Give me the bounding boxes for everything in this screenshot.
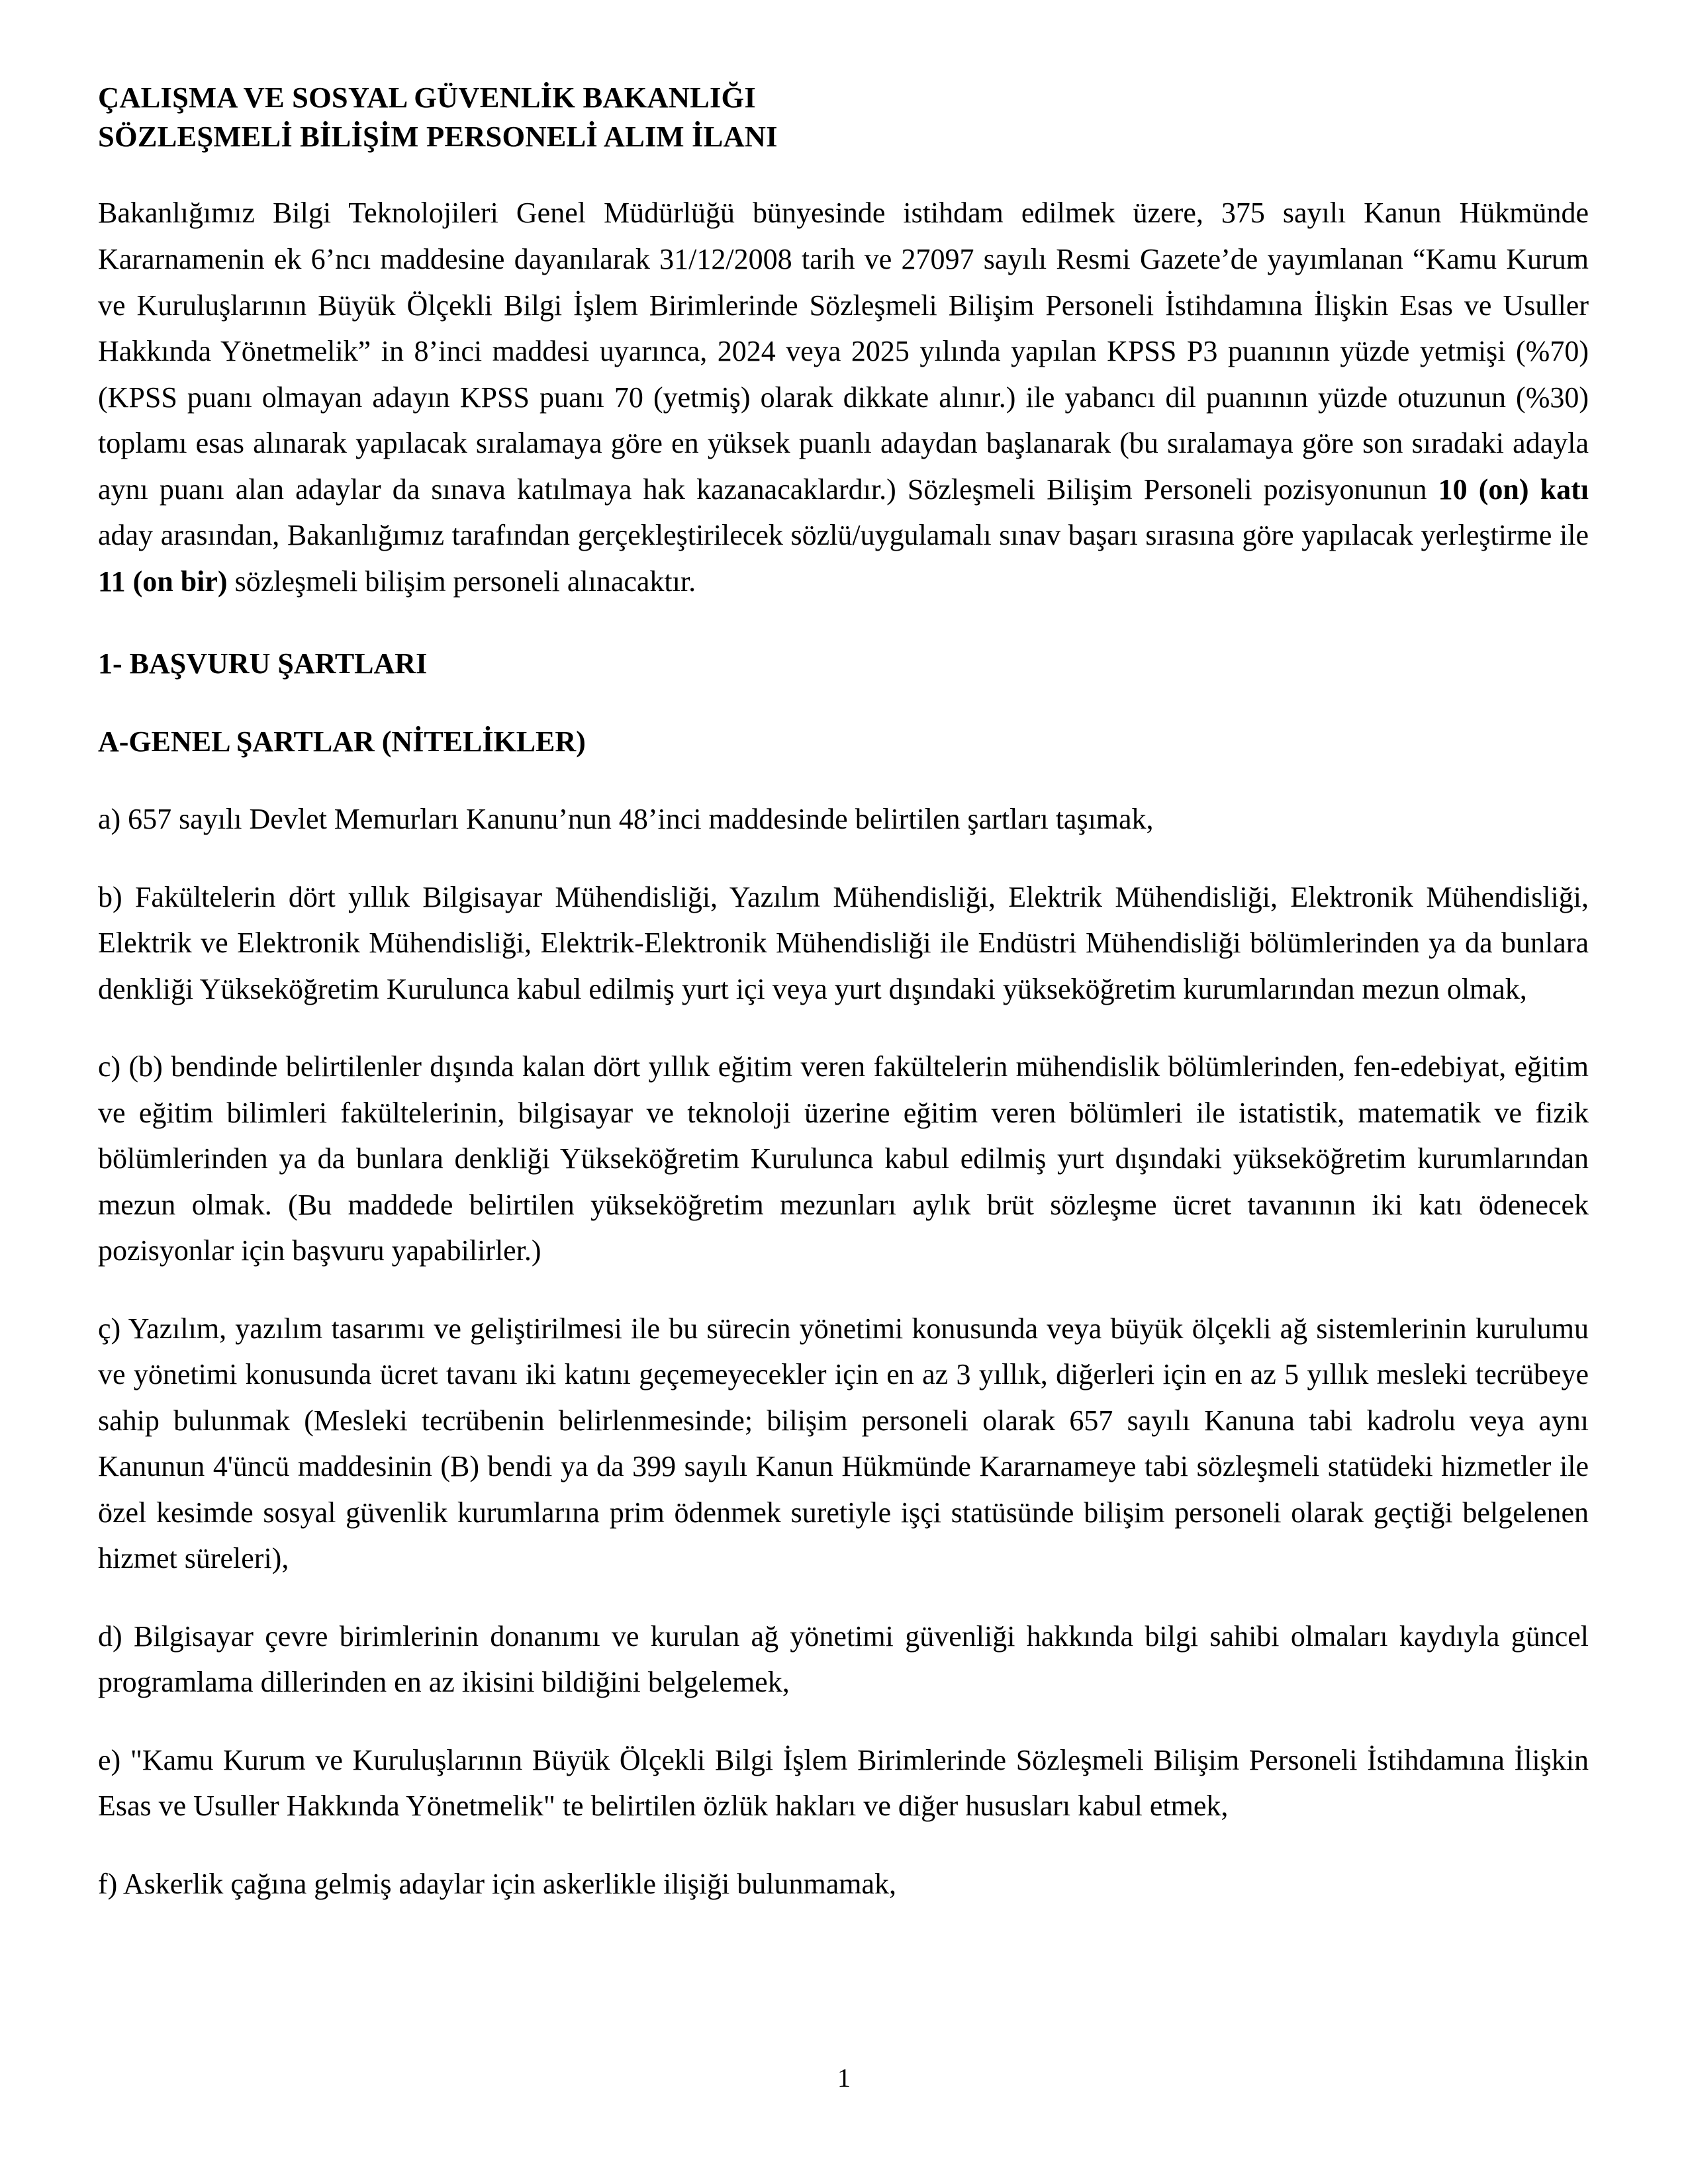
intro-paragraph <box>98 190 1589 604</box>
spacer <box>98 1829 1589 1861</box>
list-item-c: c) (b) bendinde belirtilenler dışında kalan dört yıllık eğitim veren fakültelerin mühendislik bölümlerinden, fen-edebiyat, eğitim ve eğitim bilimleri fakültelerinin, bilgisayar ve teknoloji üzerine eğitim veren bölümleri ile istatistik, matematik ve fizik bölümlerinden ya da bunlara denkliği Yükseköğretim Kurulunca kabul edilmiş yurt dışındaki yükseköğretim kurumlarından mezun olmak. (Bu maddede belirtilen yükseköğretim mezunları aylık brüt sözleşme ücret tavanının iki katı ödenecek pozisyonlar için başvuru yapabilirler.) <box>98 1050 1589 1267</box>
section-heading-basvuru-sartlari: 1- BAŞVURU ŞARTLARI <box>98 647 428 680</box>
title-line-2: SÖZLEŞMELİ BİLİŞİM PERSONELİ ALIM İLANI <box>98 119 778 153</box>
title-line-1: ÇALIŞMA VE SOSYAL GÜVENLİK BAKANLIĞI <box>98 81 756 114</box>
spacer <box>98 1706 1589 1737</box>
intro-part-3: sözleşmeli bilişim personeli alınacaktır. <box>227 565 696 598</box>
intro-part-2: aday arasından, Bakanlığımız tarafından gerçekleştirilecek sözlü/uygulamalı sınav başarı sırasına göre yapılacak yerleştirme ile <box>98 519 1589 552</box>
spacer <box>98 1582 1589 1614</box>
list-item-a: a) 657 sayılı Devlet Memurları Kanunu’nun 48’inci maddesinde belirtilen şartları taşımak, <box>98 803 1154 836</box>
list-item-e: e) "Kamu Kurum ve Kuruluşlarının Büyük Ölçekli Bilgi İşlem Birimlerinde Sözleşmeli Bilişim Personeli İstihdamına İlişkin Esas ve Usuller Hakkında Yönetmelik" te belirtilen özlük hakları ve diğer hususları kabul etmek, <box>98 1743 1589 1823</box>
document-body <box>98 78 1589 1907</box>
spacer <box>98 1012 1589 1044</box>
document-title <box>98 78 1589 156</box>
list-item-b: b) Fakültelerin dört yıllık Bilgisayar Mühendisliği, Yazılım Mühendisliği, Elektrik Mühendisliği, Elektronik Mühendisliği, Elektrik ve Elektronik Mühendisliği, Elektrik-Elektronik Mühendisliği ile Endüstri Mühendisliği bölümlerinden ya da bunlara denkliği Yükseköğretim Kurulunca kabul edilmiş yurt içi veya yurt dışındaki yükseköğretim kurumlarından mezun olmak, <box>98 880 1589 1005</box>
spacer <box>98 764 1589 796</box>
page-number: 1 <box>837 2063 851 2093</box>
spacer <box>98 687 1589 719</box>
list-item-c-cedilla: ç) Yazılım, yazılım tasarımı ve geliştirilmesi ile bu sürecin yönetimi konusunda veya büyük ölçekli ağ sistemlerinin kurulumu ve yönetimi konusunda ücret tavanı iki katını geçemeyecekler için en az 3 yıllık, diğerleri için en az 5 yıllık mesleki tecrübeye sahip bulunmak (Mesleki tecrübenin belirlenmesinde; bilişim personeli olarak 657 sayılı Kanuna tabi kadrolu veya aynı Kanunun 4'üncü maddesinin (B) bendi ya da 399 sayılı Kanun Hükmünde Kararnameye tabi sözleşmeli statüdeki hizmetler ile özel kesimde sosyal güvenlik kurumlarına prim ödenmek suretiyle işçi statüsünde bilişim personeli olarak geçtiği belgelenen hizmet süreleri), <box>98 1312 1589 1575</box>
intro-bold-quota-multiplier: 10 (on) katı <box>1438 473 1589 506</box>
spacer <box>98 842 1589 874</box>
list-item-f: f) Askerlik çağına gelmiş adaylar için askerlikle ilişiği bulunmamak, <box>98 1867 897 1900</box>
intro-part-1: Bakanlığımız Bilgi Teknolojileri Genel Müdürlüğü bünyesinde istihdam edilmek üzere, 375 sayılı Kanun Hükmünde Kararnamenin ek 6’ncı maddesine dayanılarak 31/12/2008 tarih ve 27097 sayılı Resmi Gazete’de yayımlanan “Kamu Kurum ve Kuruluşlarının Büyük Ölçekli Bilgi İşlem Birimlerinde Sözleşmeli Bilişim Personeli İstihdamına İlişkin Esas ve Usuller Hakkında Yönetmelik” in 8’inci maddesi uyarınca, 2024 veya 2025 yılında yapılan KPSS P3 puanının yüzde yetmişi (%70) (KPSS puanı olmayan adayın KPSS puanı 70 (yetmiş) olarak dikkate alınır.) ile yabancı dil puanının yüzde otuzunun (%30) toplamı esas alınarak yapılacak sıralamaya göre en yüksek puanlı adaydan başlanarak (bu sıralamaya göre son sıradaki adayla aynı puanı alan adaylar da sınava katılmaya hak kazanacaklardır.) Sözleşmeli Bilişim Personeli pozisyonunun <box>98 197 1589 506</box>
spacer <box>98 604 1589 641</box>
list-item-d: d) Bilgisayar çevre birimlerinin donanımı ve kurulan ağ yönetimi güvenliği hakkında bilgi sahibi olmaları kaydıyla güncel programlama dillerinden en az ikisini bildiğini belgelemek, <box>98 1619 1589 1699</box>
section-heading-genel-sartlar: A-GENEL ŞARTLAR (NİTELİKLER) <box>98 725 586 758</box>
spacer <box>98 1274 1589 1306</box>
intro-bold-hire-count: 11 (on bir) <box>98 565 228 598</box>
